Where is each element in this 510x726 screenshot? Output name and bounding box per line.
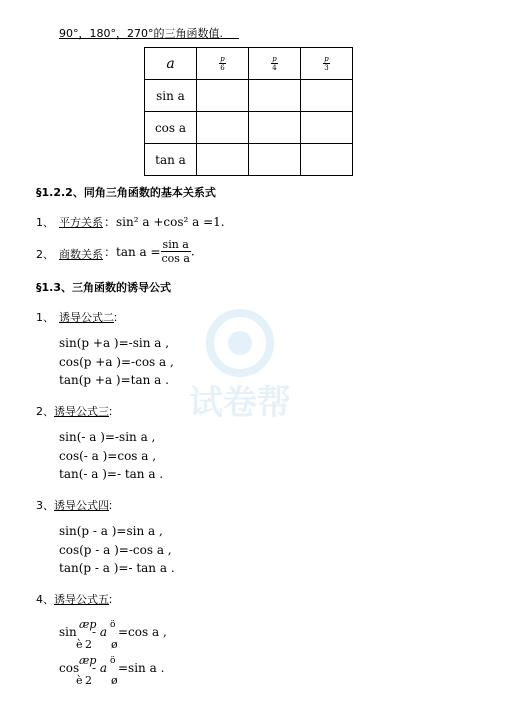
formula-3-line: sin(- a )=-sin a , xyxy=(59,430,156,444)
formula-5-label: 诱导公式五 xyxy=(54,593,109,606)
table-row-label: tan a xyxy=(145,144,197,176)
formula-5-line: cos æp - a ö =sin a . è 2 ø xyxy=(59,654,165,687)
formula-3-colon: ： xyxy=(108,405,119,418)
table-cell xyxy=(301,80,353,112)
table-header-row xyxy=(145,48,353,80)
formula-2-number: 1、 xyxy=(36,311,54,324)
table-cell xyxy=(197,144,249,176)
formula-4-label: 诱导公式四 xyxy=(54,499,109,512)
formula-2-label: 诱导公式二 xyxy=(59,311,114,324)
formula-3-line: cos(- a )=cos a , xyxy=(59,449,157,463)
formula-3-number: 2、 xyxy=(36,405,54,418)
square-relation-formula: ：sin² a +cos² a =1. xyxy=(104,215,225,229)
formula-4-line: cos(p - a )=-cos a , xyxy=(59,543,172,557)
formula-4-line: tan(p - a )=- tan a . xyxy=(59,561,175,575)
table-header-alpha: a xyxy=(145,48,197,80)
item-2-number: 2、 xyxy=(36,248,54,261)
table-row xyxy=(145,112,353,144)
table-cell xyxy=(249,80,301,112)
formula-5-colon: ： xyxy=(108,593,119,606)
table-cell xyxy=(197,80,249,112)
table-cell xyxy=(197,112,249,144)
formula-4-line: sin(p - a )=sin a , xyxy=(59,524,163,538)
table-row-label: cos a xyxy=(145,112,197,144)
formula-2-line: sin(p +a )=-sin a , xyxy=(59,336,170,350)
table-header-pi4: $\frac{p}{4}$ xyxy=(249,48,301,80)
table-cell xyxy=(249,144,301,176)
intro-line: 90°，180°，270°的三角函数值. xyxy=(59,27,223,40)
table-header-pi6: $\frac{p}{6}$ xyxy=(197,48,249,80)
formula-2-line: tan(p +a )=tan a . xyxy=(59,373,169,387)
section-13-title: §1.3、三角函数的诱导公式 xyxy=(36,281,171,294)
item-1-number: 1、 xyxy=(36,216,54,229)
formula-5-number: 4、 xyxy=(36,593,54,606)
table-row-label: sin a xyxy=(145,80,197,112)
formula-4-number: 3、 xyxy=(36,499,54,512)
section-122-title: §1.2.2、同角三角函数的基本关系式 xyxy=(36,186,216,199)
table-cell xyxy=(301,112,353,144)
trig-value-table xyxy=(144,47,353,176)
quotient-relation-formula: ：tan a = $\frac{\text{sin a}}{\text{cos a}}$ . xyxy=(104,238,195,265)
formula-2-line: cos(p +a )=-cos a , xyxy=(59,355,174,369)
table-cell xyxy=(249,112,301,144)
table-row xyxy=(145,80,353,112)
formula-4-colon: ： xyxy=(108,499,119,512)
square-relation-label: 平方关系 xyxy=(59,216,103,229)
table-header-pi3: $\frac{p}{3}$ xyxy=(301,48,353,80)
quotient-relation-label: 商数关系 xyxy=(59,248,103,261)
table-cell xyxy=(301,144,353,176)
table-row xyxy=(145,144,353,176)
formula-5-line: sin æp - a ö =cos a , è 2 ø xyxy=(59,618,167,651)
formula-3-label: 诱导公式三 xyxy=(54,405,109,418)
watermark-text: 试卷帮 xyxy=(189,383,291,423)
intro-underline xyxy=(59,38,239,39)
formula-3-line: tan(- a )=- tan a . xyxy=(59,467,164,481)
formula-2-colon: ： xyxy=(113,311,124,324)
watermark xyxy=(170,305,310,425)
